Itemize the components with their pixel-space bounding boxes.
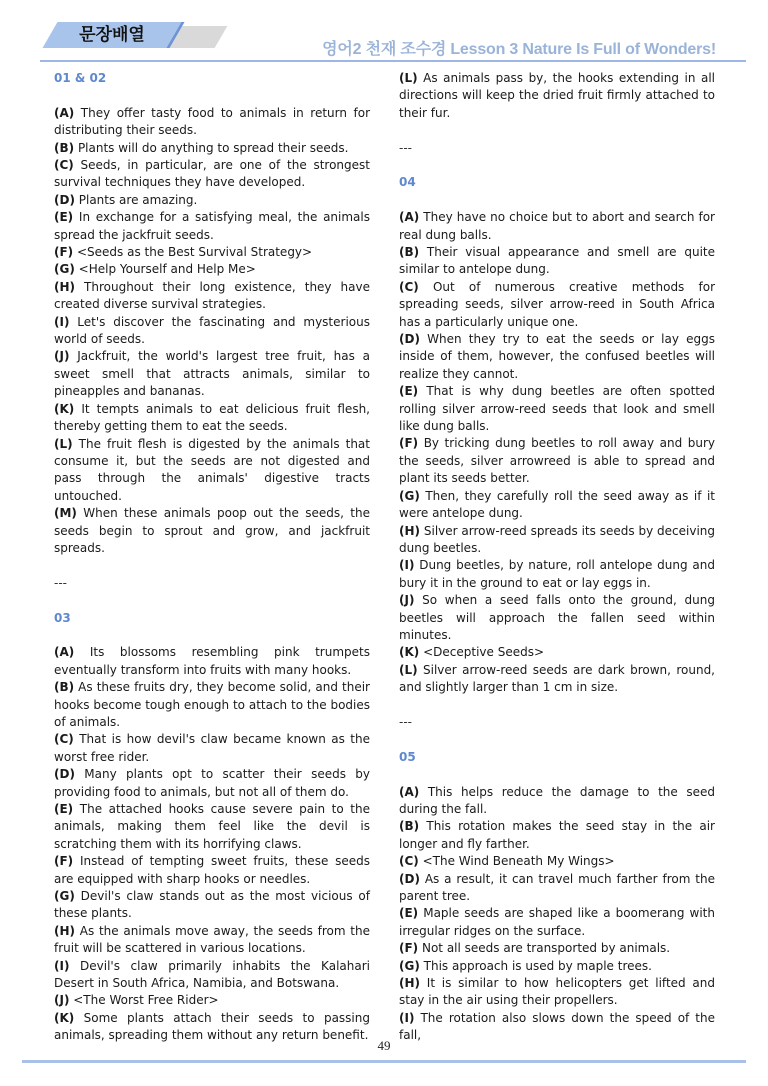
sentence-item xyxy=(54,348,370,400)
sentence-label: (B) xyxy=(399,819,420,834)
sentence-text: The rotation also slows down the speed of the fall, xyxy=(399,1010,715,1043)
sentence-item xyxy=(54,923,370,958)
header-divider xyxy=(40,60,746,62)
sentence-text: It tempts animals to eat delicious fruit flesh, thereby getting them to eat the seeds. xyxy=(54,401,370,434)
spacer xyxy=(399,192,715,209)
sentence-item xyxy=(399,818,715,853)
right-column xyxy=(399,70,715,1045)
section-separator: --- xyxy=(399,140,412,155)
sentence-text: <The Wind Beneath My Wings> xyxy=(418,854,615,869)
sentence-label: (I) xyxy=(54,958,70,973)
page-number: 49 xyxy=(377,1038,391,1053)
sentence-text: They have no choice but to abort and search for real dung balls. xyxy=(399,210,715,242)
sentence-text: Seeds, in particular, are one of the strongest survival techniques they have developed. xyxy=(54,158,370,190)
sentence-text: Some plants attach their seeds to passing animals, spreading them without any return benefit. xyxy=(54,1010,370,1043)
sentence-text: Silver arrow-reed seeds are dark brown, round, and slightly larger than 1 cm in size. xyxy=(399,662,715,695)
sentence-text: Silver arrow-reed spreads its seeds by deceiving dung beetles. xyxy=(399,523,715,555)
sentence-item xyxy=(54,279,370,314)
sentence-item xyxy=(399,557,715,592)
sentence-text: This helps reduce the damage to the seed during the fall. xyxy=(399,784,715,816)
sentence-item xyxy=(54,505,370,557)
sentence-label: (L) xyxy=(399,662,418,677)
sentence-label: (G) xyxy=(54,262,75,277)
sentence-item xyxy=(399,523,715,558)
sentence-item xyxy=(54,958,370,993)
sentence-label: (H) xyxy=(54,923,76,938)
sentence-item xyxy=(54,766,370,801)
sentence-label: (I) xyxy=(399,1010,415,1025)
sentence-label: (J) xyxy=(54,993,70,1008)
sentence-label: (B) xyxy=(54,680,75,695)
sentence-text: As animals pass by, the hooks extending in all directions will keep the dried fruit firmly attached to their fur. xyxy=(399,71,715,120)
spacer xyxy=(54,557,370,574)
sentence-item xyxy=(399,209,715,244)
sentence-label: (A) xyxy=(54,645,75,660)
sentence-item xyxy=(399,435,715,487)
section-number: 03 xyxy=(54,610,71,625)
spacer xyxy=(399,157,715,174)
sentence-item xyxy=(54,261,370,278)
spacer xyxy=(399,766,715,783)
sentence-label: (D) xyxy=(399,332,420,347)
sentence-label: (L) xyxy=(54,436,73,451)
sentence-item xyxy=(54,853,370,888)
sentence-text: As the animals move away, the seeds from the fruit will be scattered in various locations. xyxy=(54,923,370,956)
sentence-text: Let's discover the fascinating and mysterious world of seeds. xyxy=(54,314,370,347)
sentence-label: (E) xyxy=(399,906,419,921)
sentence-item xyxy=(54,209,370,244)
sentence-item xyxy=(54,244,370,261)
page-header xyxy=(0,0,768,64)
sentence-text: The fruit flesh is digested by the animals that consume it, but the seeds are not digested and pass through the animals' digestive tracts untouched. xyxy=(54,436,370,503)
sentence-label: (K) xyxy=(54,401,75,416)
spacer xyxy=(399,731,715,748)
sentence-text: This rotation makes the seed stay in the air longer and fly farther. xyxy=(399,819,715,851)
sentence-text: It is similar to how helicopters get lifted and stay in the air using their propellers. xyxy=(399,976,715,1008)
sentence-text: <Help Yourself and Help Me> xyxy=(74,262,256,277)
sentence-item xyxy=(54,731,370,766)
sentence-item xyxy=(399,784,715,819)
sentence-text: Plants are amazing. xyxy=(74,192,198,207)
sentence-label: (G) xyxy=(54,889,75,904)
sentence-label: (D) xyxy=(54,767,75,782)
sentence-label: (K) xyxy=(54,1010,75,1025)
sentence-label: (H) xyxy=(399,523,421,538)
sentence-label: (C) xyxy=(399,279,419,294)
left-column xyxy=(54,70,370,1045)
spacer xyxy=(54,87,370,104)
sentence-text: They offer tasty food to animals in return for distributing their seeds. xyxy=(54,105,370,138)
section-number: 01 & 02 xyxy=(54,71,107,85)
sentence-label: (F) xyxy=(54,245,74,260)
sentence-item xyxy=(54,644,370,679)
sentence-text: That is why dung beetles are often spotted rolling silver arrow-reed seeds that look and smell like dung balls. xyxy=(399,384,715,434)
sentence-text: Out of numerous creative methods for spreading seeds, silver arrow-reed in South Africa has a particularly unique one. xyxy=(399,279,715,329)
sentence-label: (J) xyxy=(54,349,70,364)
sentence-label: (A) xyxy=(54,105,75,120)
sentence-text: The attached hooks cause severe pain to the animals, making them feel like the devil is scratching them with its horrifying claws. xyxy=(54,802,370,851)
section-separator: --- xyxy=(399,714,412,729)
sentence-item xyxy=(399,592,715,644)
sentence-item xyxy=(54,992,370,1009)
header-tab-label: 문장배열 xyxy=(79,25,145,45)
section-separator: --- xyxy=(54,575,67,590)
spacer xyxy=(54,627,370,644)
sentence-label: (B) xyxy=(399,245,420,260)
sentence-item xyxy=(54,314,370,349)
sentence-text: <Deceptive Seeds> xyxy=(419,645,545,660)
sentence-label: (G) xyxy=(399,958,420,973)
sentence-label: (I) xyxy=(399,558,415,573)
sentence-label: (C) xyxy=(399,854,419,869)
sentence-item xyxy=(399,905,715,940)
sentence-label: (H) xyxy=(54,279,76,294)
sentence-item xyxy=(54,679,370,731)
sentence-label: (D) xyxy=(399,871,420,886)
sentence-text: <Seeds as the Best Survival Strategy> xyxy=(73,245,313,260)
sentence-item xyxy=(399,853,715,870)
sentence-text: Maple seeds are shaped like a boomerang with irregular ridges on the surface. xyxy=(399,906,715,938)
sentence-text: Jackfruit, the world's largest tree fruit, has a sweet smell that attracts animals, similar to pineapples and bananas. xyxy=(54,349,370,399)
footer-divider xyxy=(22,1060,746,1063)
sentence-text: Many plants opt to scatter their seeds by providing food to animals, but not all of them do. xyxy=(54,767,370,799)
sentence-label: (C) xyxy=(54,732,74,747)
sentence-item xyxy=(399,662,715,697)
sentence-label: (J) xyxy=(399,593,415,608)
sentence-label: (F) xyxy=(399,436,419,451)
sentence-text: Plants will do anything to spread their seeds. xyxy=(74,140,349,155)
sentence-item xyxy=(399,279,715,331)
sentence-item xyxy=(54,105,370,140)
sentence-item xyxy=(399,871,715,906)
sentence-item xyxy=(54,436,370,506)
sentence-item xyxy=(399,244,715,279)
sentence-item xyxy=(54,140,370,157)
sentence-label: (A) xyxy=(399,784,420,799)
sentence-text: Not all seeds are transported by animals. xyxy=(418,941,671,956)
sentence-text: <The Worst Free Rider> xyxy=(69,993,219,1008)
sentence-text: Their visual appearance and smell are quite similar to antelope dung. xyxy=(399,245,715,277)
sentence-label: (B) xyxy=(54,140,75,155)
sentence-item xyxy=(399,331,715,383)
sentence-text: In exchange for a satisfying meal, the animals spread the jackfruit seeds. xyxy=(54,210,370,242)
sentence-item xyxy=(399,958,715,975)
sentence-item xyxy=(54,157,370,192)
sentence-item xyxy=(399,488,715,523)
sentence-label: (C) xyxy=(54,158,74,173)
section-number: 04 xyxy=(399,175,416,190)
sentence-item xyxy=(399,644,715,661)
sentence-item xyxy=(54,801,370,853)
sentence-label: (F) xyxy=(399,941,419,956)
spacer xyxy=(399,122,715,139)
sentence-label: (L) xyxy=(399,71,418,85)
spacer xyxy=(399,697,715,714)
sentence-text: This approach is used by maple trees. xyxy=(419,958,652,973)
sentence-item xyxy=(54,888,370,923)
sentence-label: (I) xyxy=(54,314,70,329)
sentence-text: As these fruits dry, they become solid, and their hooks become tough enough to attach to the bodies of animals. xyxy=(54,680,370,729)
sentence-text: Devil's claw stands out as the most vicious of these plants. xyxy=(54,889,370,921)
sentence-item xyxy=(399,975,715,1010)
sentence-label: (H) xyxy=(399,976,421,991)
section-number: 05 xyxy=(399,749,416,764)
sentence-text: That is how devil's claw became known as the worst free rider. xyxy=(54,732,370,764)
sentence-text: Instead of tempting sweet fruits, these seeds are equipped with sharp hooks or needles. xyxy=(54,854,370,886)
sentence-text: Its blossoms resembling pink trumpets eventually transform into fruits with many hooks. xyxy=(54,645,370,677)
spacer xyxy=(54,592,370,609)
sentence-text: Then, they carefully roll the seed away as if it were antelope dung. xyxy=(399,488,715,521)
header-title: 영어2 천재 조수경 Lesson 3 Nature Is Full of Wonders! xyxy=(322,41,716,58)
sentence-item xyxy=(399,940,715,957)
sentence-label: (D) xyxy=(54,192,75,207)
sentence-label: (E) xyxy=(54,210,74,225)
sentence-text: When they try to eat the seeds or lay eggs inside of them, however, the confused beetles will realize they cannot. xyxy=(399,332,715,381)
sentence-label: (A) xyxy=(399,210,420,225)
sentence-item xyxy=(54,401,370,436)
sentence-item xyxy=(54,192,370,209)
sentence-label: (E) xyxy=(399,384,419,399)
sentence-label: (F) xyxy=(54,854,74,869)
sentence-label: (M) xyxy=(54,506,77,521)
sentence-text: By tricking dung beetles to roll away and bury the seeds, silver arrowreed is able to spread and plant its seeds better. xyxy=(399,436,715,486)
sentence-text: So when a seed falls onto the ground, dung beetles will approach the fallen seed within minutes. xyxy=(399,593,715,642)
sentence-label: (E) xyxy=(54,802,74,816)
sentence-text: When these animals poop out the seeds, the seeds begin to sprout and grow, and jackfruit spreads. xyxy=(54,506,370,555)
sentence-text: As a result, it can travel much farther from the parent tree. xyxy=(399,871,715,903)
sentence-label: (G) xyxy=(399,488,420,503)
sentence-item xyxy=(399,70,715,122)
sentence-item xyxy=(399,383,715,435)
sentence-text: Devil's claw primarily inhabits the Kalahari Desert in South Africa, Namibia, and Botswana. xyxy=(54,958,370,991)
sentence-text: Dung beetles, by nature, roll antelope dung and bury it in the ground to eat or lay eggs in. xyxy=(399,558,715,590)
sentence-text: Throughout their long existence, they have created diverse survival strategies. xyxy=(54,279,370,312)
sentence-label: (K) xyxy=(399,645,420,660)
